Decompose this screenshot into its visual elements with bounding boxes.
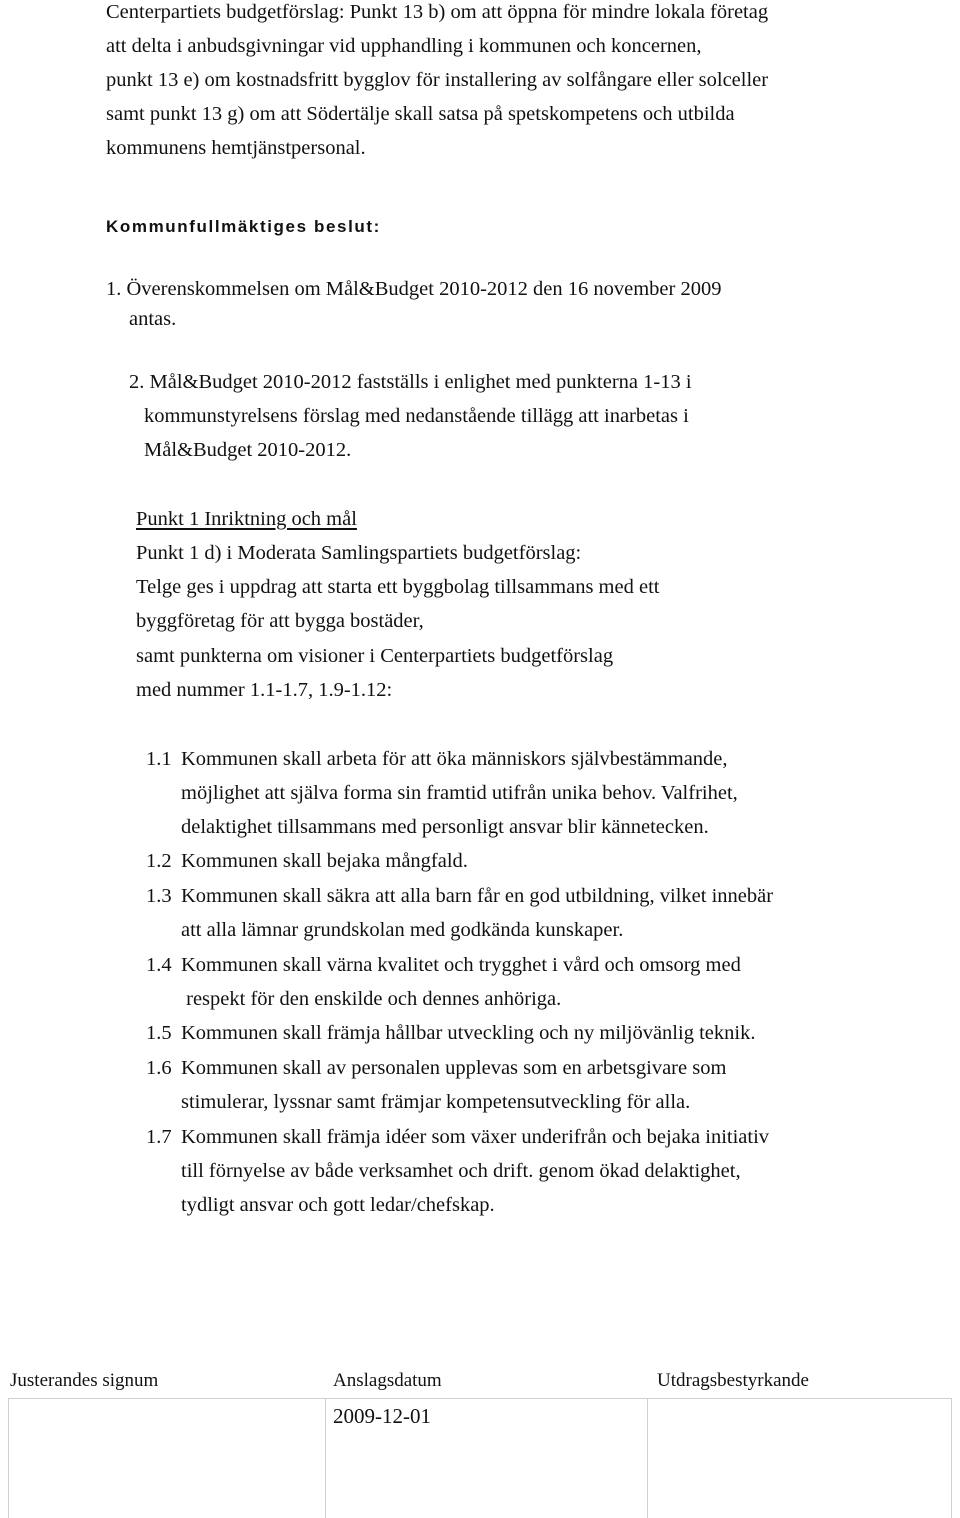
- intro-line: att delta i anbudsgivningar vid upphandling i kommunen och koncernen,: [106, 35, 702, 57]
- item-text: Kommunen skall av personalen upplevas som en arbetsgivare som: [181, 1057, 727, 1079]
- item-text-cont: att alla lämnar grundskolan med godkända kunskaper.: [181, 919, 624, 941]
- section-line: samt punkterna om visioner i Centerpartiets budgetförslag: [136, 645, 614, 667]
- section-title: Punkt 1 Inriktning och mål: [136, 508, 357, 530]
- item-text-cont: stimulerar, lyssnar samt främjar kompetensutveckling för alla.: [181, 1091, 691, 1113]
- utdrag-label: Utdragsbestyrkande: [657, 1370, 809, 1391]
- item-text: Kommunen skall värna kvalitet och trygghet i vård och omsorg med: [181, 954, 741, 976]
- item-number: 1.4: [146, 954, 172, 976]
- intro-line: kommunens hemtjänstpersonal.: [106, 137, 366, 159]
- anslag-label: Anslagsdatum: [333, 1370, 442, 1391]
- decision-heading: Kommunfullmäktiges beslut:: [106, 217, 381, 236]
- intro-line: samt punkt 13 g) om att Södertälje skall satsa på spetskompetens och utbilda: [106, 103, 735, 125]
- decision-1-line: 1. Överenskommelsen om Mål&Budget 2010-2012 den 16 november 2009: [106, 278, 722, 300]
- section-line: Punkt 1 d) i Moderata Samlingspartiets budgetförslag:: [136, 542, 582, 564]
- item-text-cont: respekt för den enskilde och dennes anhöriga.: [181, 988, 562, 1010]
- section-line: med nummer 1.1-1.7, 1.9-1.12:: [136, 679, 393, 701]
- anslag-date: 2009-12-01: [333, 1404, 431, 1428]
- signum-label: Justerandes signum: [10, 1370, 159, 1391]
- item-text: Kommunen skall arbeta för att öka människors självbestämmande,: [181, 748, 728, 770]
- item-text: Kommunen skall säkra att alla barn får en god utbildning, vilket innebär: [181, 885, 774, 907]
- item-text: Kommunen skall bejaka mångfald.: [181, 850, 468, 872]
- intro-line: Centerpartiets budgetförslag: Punkt 13 b) om att öppna för mindre lokala företag: [106, 1, 769, 23]
- footer-divider: [951, 1398, 952, 1518]
- footer-divider: [8, 1398, 9, 1518]
- item-text-cont: möjlighet att själva forma sin framtid utifrån unika behov. Valfrihet,: [181, 782, 738, 804]
- item-text-cont: tydligt ansvar och gott ledar/chefskap.: [181, 1194, 495, 1216]
- item-text: Kommunen skall främja hållbar utveckling och ny miljövänlig teknik.: [181, 1022, 756, 1044]
- item-text-cont: delaktighet tillsammans med personligt ansvar blir kännetecken.: [181, 816, 709, 838]
- section-line: Telge ges i uppdrag att starta ett byggbolag tillsammans med ett: [136, 576, 660, 598]
- item-number: 1.2: [146, 850, 172, 872]
- item-number: 1.5: [146, 1022, 172, 1044]
- item-number: 1.7: [146, 1126, 172, 1148]
- decision-1-line: antas.: [129, 308, 177, 330]
- footer-divider: [8, 1398, 952, 1399]
- section-line: byggföretag för att bygga bostäder,: [136, 610, 424, 632]
- decision-2-line: 2. Mål&Budget 2010-2012 fastställs i enlighet med punkterna 1-13 i: [129, 371, 692, 393]
- item-number: 1.3: [146, 885, 172, 907]
- item-number: 1.1: [146, 748, 172, 770]
- item-number: 1.6: [146, 1057, 172, 1079]
- footer-divider: [325, 1398, 326, 1518]
- intro-line: punkt 13 e) om kostnadsfritt bygglov för installering av solfångare eller solceller: [106, 69, 769, 91]
- footer-divider: [647, 1398, 648, 1518]
- item-text: Kommunen skall främja idéer som växer underifrån och bejaka initiativ: [181, 1126, 770, 1148]
- item-text-cont: till förnyelse av både verksamhet och drift. genom ökad delaktighet,: [181, 1160, 741, 1182]
- decision-2-line: Mål&Budget 2010-2012.: [144, 439, 352, 461]
- decision-2-line: kommunstyrelsens förslag med nedanstående tillägg att inarbetas i: [144, 405, 689, 427]
